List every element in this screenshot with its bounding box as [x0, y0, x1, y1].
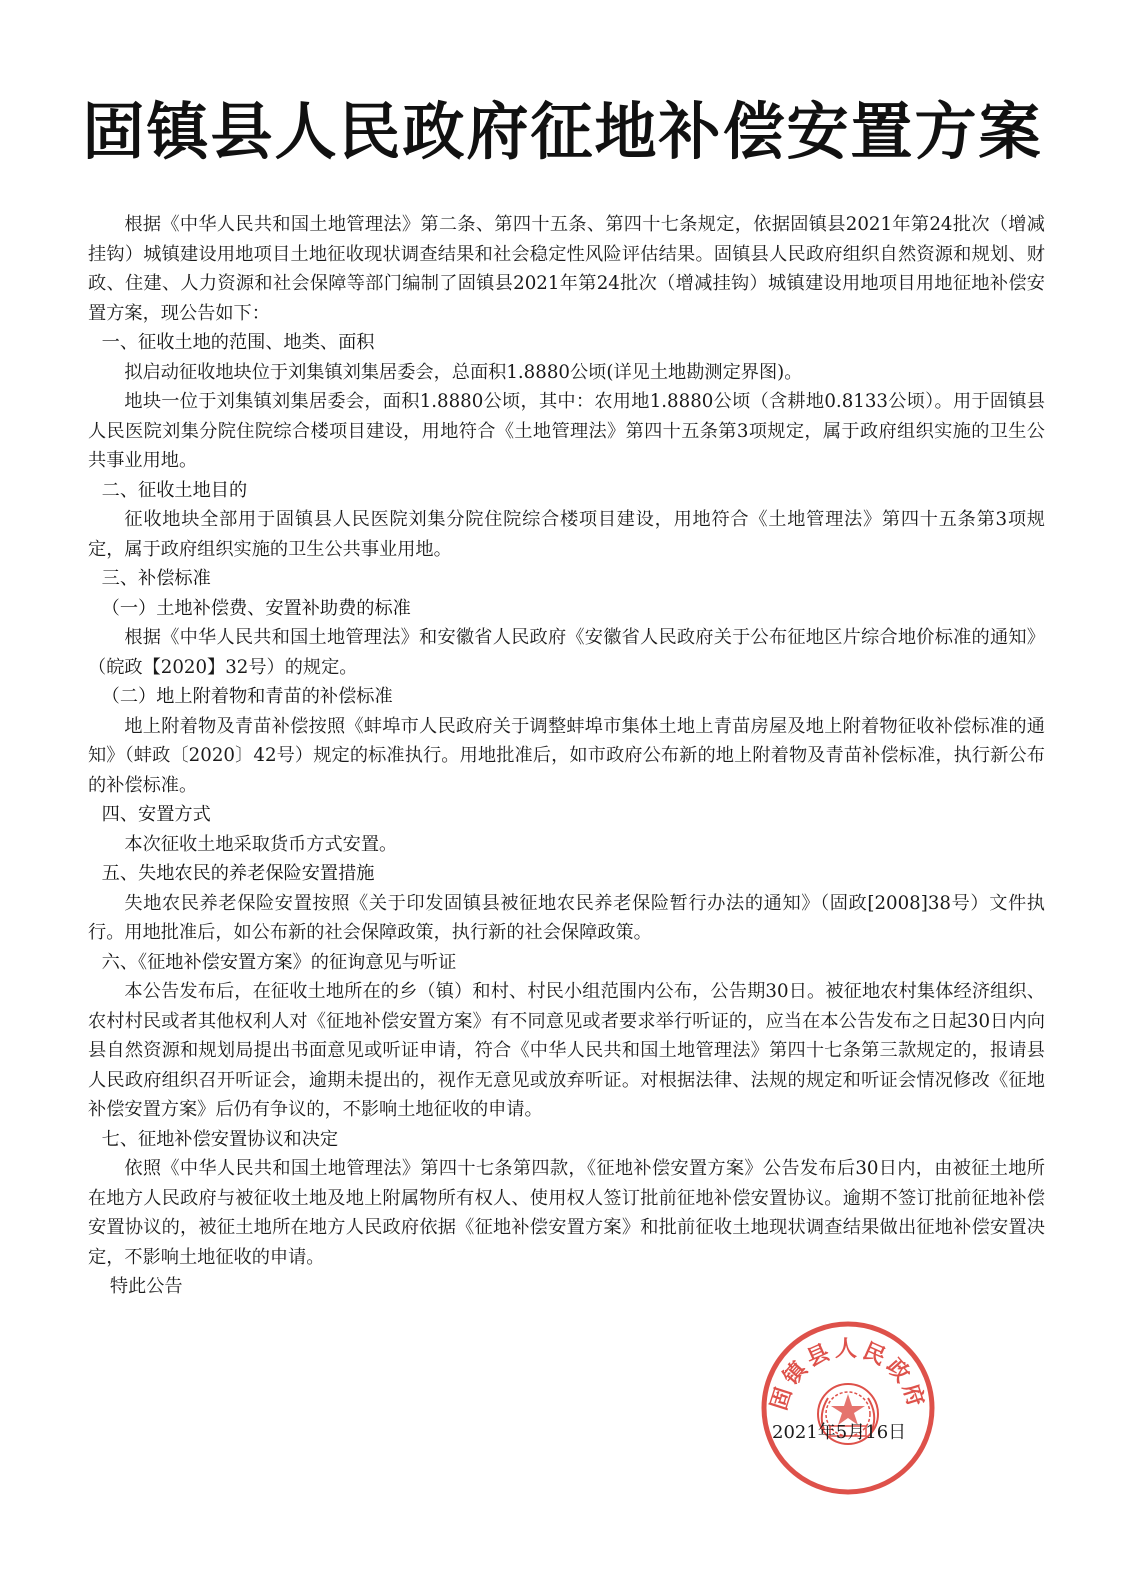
section-consultation-hearing [88, 948, 1045, 1125]
section-heading: 五、失地农民的养老保险安置措施 [101, 863, 375, 884]
section-pension-insurance [88, 859, 1045, 948]
seal-text: 固镇县人民政府 [766, 1337, 930, 1414]
section-land-scope [88, 328, 1045, 476]
official-seal [758, 1318, 938, 1498]
section-paragraph: 拟启动征收地块位于刘集镇刘集居委会，总面积1.8880公顷(详见土地勘测定界图)。 [124, 361, 803, 383]
section-compensation-standard [88, 564, 1045, 594]
subsection-attachment-compensation [88, 682, 1045, 800]
subsection-heading: （二）地上附着物和青苗的补偿标准 [101, 686, 393, 707]
document-date: 2021年5月16日 [772, 1422, 907, 1443]
section-heading: 四、安置方式 [101, 804, 211, 825]
closing-text: 特此公告 [109, 1276, 183, 1297]
section-paragraph: 地上附着物及青苗补偿按照《蚌埠市人民政府关于调整蚌埠市集体土地上青苗房屋及地上附着物征收补偿标准的通知》（蚌政〔2020〕42号）规定的标准执行。用地批准后，如市政府公布新的地上附着物及青苗补偿标准，执行新公布的补偿标准。 [88, 715, 1045, 796]
section-heading: 一、征收土地的范围、地类、面积 [101, 332, 375, 353]
section-paragraph: 地块一位于刘集镇刘集居委会，面积1.8880公顷，其中：农用地1.8880公顷（含耕地0.8133公顷）。用于固镇县人民医院刘集分院住院综合楼项目建设，用地符合《土地管理法》第四十五条第3项规定，属于政府组织实施的卫生公共事业用地。 [88, 391, 1045, 471]
section-paragraph: 征收地块全部用于固镇县人民医院刘集分院住院综合楼项目建设，用地符合《土地管理法》第四十五条第3项规定，属于政府组织实施的卫生公共事业用地。 [88, 509, 1045, 560]
section-purpose [88, 476, 1045, 565]
intro-paragraph: 根据《中华人民共和国土地管理法》第二条、第四十五条、第四十七条规定，依据固镇县2021年第24批次（增减挂钩）城镇建设用地项目土地征收现状调查结果和社会稳定性风险评估结果。固镇县人民政府组织自然资源和规划、财政、住建、人力资源和社会保障等部门编制了固镇县2021年第24批次（增减挂钩）城镇建设用地项目用地征地补偿安置方案，现公告如下： [88, 214, 1045, 324]
section-heading: 七、征地补偿安置协议和决定 [101, 1128, 339, 1150]
section-heading: 六、《征地补偿安置方案》的征询意见与听证 [101, 951, 457, 973]
section-paragraph: 依照《中华人民共和国土地管理法》第四十七条第四款，《征地补偿安置方案》公告发布后30日内，由被征土地所在地方人民政府与被征收土地及地上附属物所有权人、使用权人签订批前征地补偿安置协议。逾期不签订批前征地补偿安置协议的，被征土地所在地方人民政府依据《征地补偿安置方案》和批前征收土地现状调查结果做出征地补偿安置决定，不影响土地征收的申请。 [88, 1158, 1045, 1268]
section-agreement-decision [88, 1125, 1045, 1273]
section-heading: 三、补偿标准 [101, 568, 211, 589]
section-heading: 二、征收土地目的 [101, 479, 248, 501]
section-paragraph: 根据《中华人民共和国土地管理法》和安徽省人民政府《安徽省人民政府关于公布征地区片综合地价标准的通知》（皖政【2020】32号）的规定。 [88, 627, 1045, 678]
subsection-land-compensation [88, 594, 1045, 683]
document-body [88, 210, 1045, 1302]
section-resettlement-method [88, 800, 1045, 859]
section-paragraph: 本公告发布后，在征收土地所在的乡（镇）和村、村民小组范围内公布，公告期30日。被征地农村集体经济组织、农村村民或者其他权利人对《征地补偿安置方案》有不同意见或者要求举行听证的，应当在本公告发布之日起30日内向县自然资源和规划局提出书面意见或听证申请，符合《中华人民共和国土地管理法》第四十七条第三款规定的，报请县人民政府组织召开听证会，逾期未提出的，视作无意见或放弃听证。对根据法律、法规的规定和听证会情况修改《征地补偿安置方案》后仍有争议的，不影响土地征收的申请。 [88, 981, 1045, 1120]
document-title: 固镇县人民政府征地补偿安置方案 [82, 95, 1043, 168]
subsection-heading: （一）土地补偿费、安置补助费的标准 [101, 597, 411, 619]
section-paragraph: 本次征收土地采取货币方式安置。 [124, 833, 398, 855]
section-paragraph: 失地农民养老保险安置按照《关于印发固镇县被征地农民养老保险暂行办法的通知》（固政[2008]38号）文件执行。用地批准后，如公布新的社会保障政策，执行新的社会保障政策。 [88, 892, 1045, 943]
